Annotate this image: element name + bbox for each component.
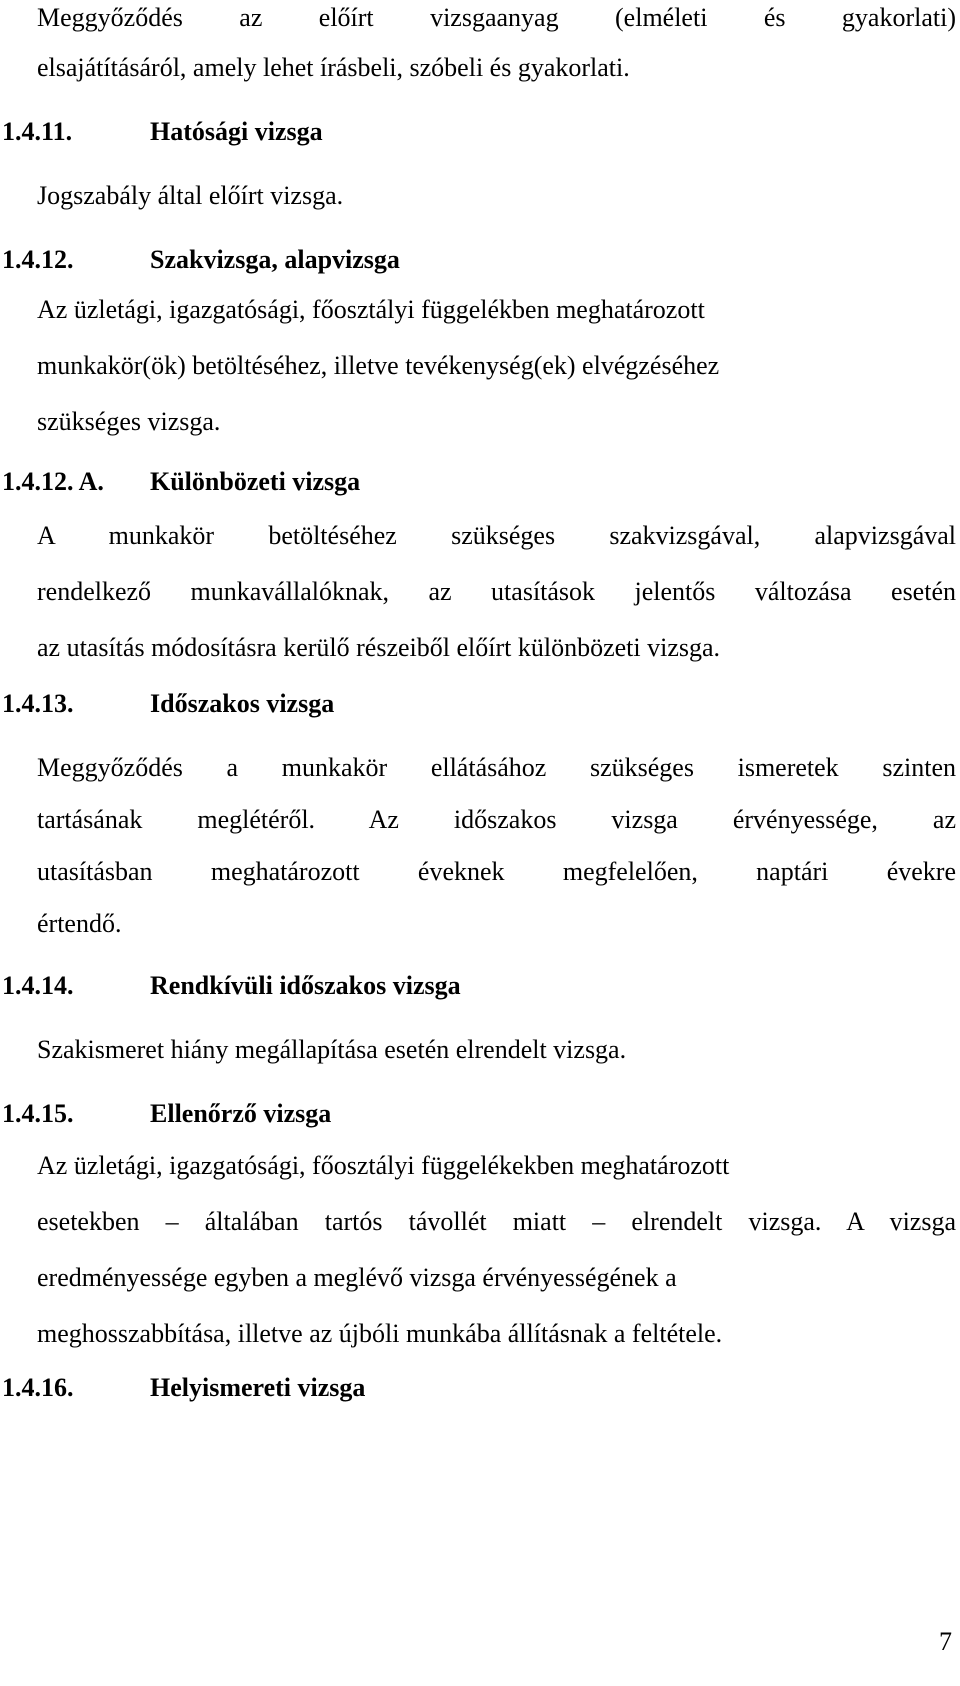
section-heading-1-4-11 <box>2 116 323 148</box>
paragraph-line: munkakör(ök) betöltéséhez, illetve tevékenység(ek) elvégzéséhez <box>37 351 720 380</box>
paragraph-line: értendő. <box>37 909 122 938</box>
section-heading-1-4-14 <box>2 970 461 1002</box>
section-number: 1.4.12. <box>2 245 74 274</box>
section-title: Ellenőrző vizsga <box>150 1099 332 1128</box>
section-number: 1.4.16. <box>2 1373 74 1402</box>
page-number: 7 <box>939 1627 952 1656</box>
paragraph-line: A munkakör betöltéséhez szükséges szakvizsgával, alapvizsgával <box>37 521 956 550</box>
section-title: Időszakos vizsga <box>150 689 335 718</box>
section-heading-1-4-12 <box>2 244 400 276</box>
section-title: Helyismereti vizsga <box>150 1373 366 1402</box>
section-heading-1-4-13 <box>2 688 334 720</box>
paragraph-line: eredményessége egyben a meglévő vizsga érvényességének a <box>37 1263 677 1292</box>
paragraph-line: meghosszabbítása, illetve az újbóli munkába állításnak a feltétele. <box>37 1319 723 1348</box>
paragraph-line: rendelkező munkavállalóknak, az utasítások jelentős változása esetén <box>37 577 956 606</box>
paragraph-line: Meggyőződés az előírt vizsgaanyag (elméleti és gyakorlati) <box>37 3 956 32</box>
section-number: 1.4.12. A. <box>2 467 104 496</box>
section-heading-1-4-16 <box>2 1372 365 1404</box>
section-title: Hatósági vizsga <box>150 117 323 146</box>
section-title: Rendkívüli időszakos vizsga <box>150 971 461 1000</box>
paragraph-line: Meggyőződés a munkakör ellátásához szükséges ismeretek szinten <box>37 753 956 782</box>
section-number: 1.4.15. <box>2 1099 74 1128</box>
section-number: 1.4.13. <box>2 689 74 718</box>
paragraph-line: utasításban meghatározott éveknek megfelelően, naptári évekre <box>37 857 956 886</box>
paragraph-line: esetekben – általában tartós távollét miatt – elrendelt vizsga. A vizsga <box>37 1207 956 1236</box>
paragraph-line: Szakismeret hiány megállapítása esetén elrendelt vizsga. <box>37 1035 627 1064</box>
paragraph-line: szükséges vizsga. <box>37 407 221 436</box>
paragraph-line: Jogszabály által előírt vizsga. <box>37 181 344 210</box>
paragraph-line: elsajátításáról, amely lehet írásbeli, szóbeli és gyakorlati. <box>37 53 630 82</box>
section-title: Különbözeti vizsga <box>150 467 361 496</box>
section-heading-1-4-15 <box>2 1098 331 1130</box>
section-heading-1-4-12-a <box>2 466 360 498</box>
paragraph-line: Az üzletági, igazgatósági, főosztályi függelékben meghatározott <box>37 295 705 324</box>
paragraph-line: Az üzletági, igazgatósági, főosztályi függelékekben meghatározott <box>37 1151 730 1180</box>
section-number: 1.4.14. <box>2 971 74 1000</box>
section-title: Szakvizsga, alapvizsga <box>150 245 400 274</box>
section-number: 1.4.11. <box>2 117 73 146</box>
paragraph-line: az utasítás módosításra kerülő részeiből előírt különbözeti vizsga. <box>37 633 721 662</box>
paragraph-line: tartásának meglétéről. Az időszakos vizsga érvényessége, az <box>37 805 956 834</box>
